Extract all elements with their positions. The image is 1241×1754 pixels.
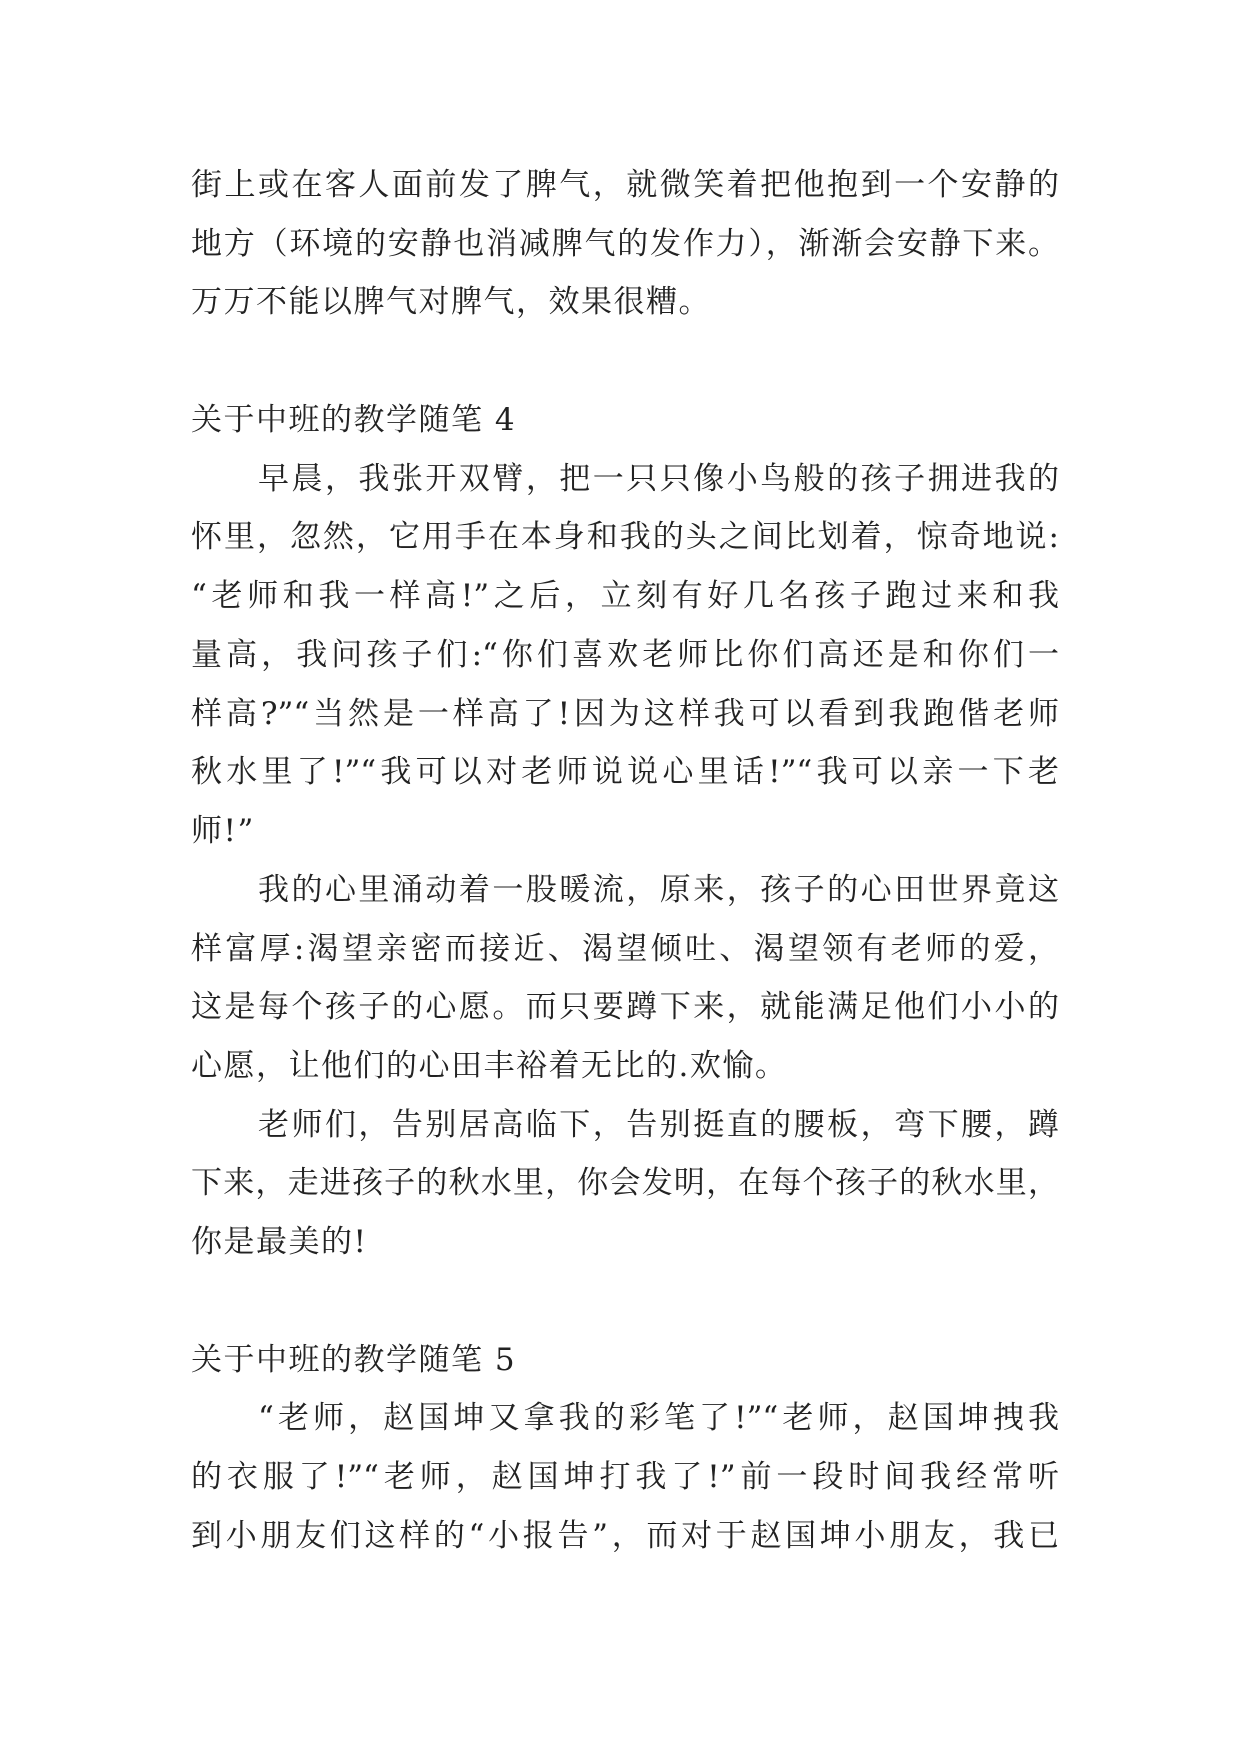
paragraph-line: 量高，我问孩子们:“你们喜欢老师比你们高还是和你们一 (191, 636, 1059, 673)
paragraph-line: 样高?”“当然是一样高了!因为这样我可以看到我跑偕老师 (191, 695, 1059, 732)
paragraph (191, 861, 1059, 1096)
paragraph-line: 下来，走进孩子的秋水里，你会发明，在每个孩子的秋水里， (191, 1165, 1059, 1202)
paragraph-line: 到小朋友们这样的“小报告”，而对于赵国坤小朋友，我已 (191, 1517, 1059, 1554)
paragraph-line: 街上或在客人面前发了脾气，就微笑着把他抱到一个安静的 (191, 167, 1059, 203)
paragraph-line: “老师和我一样高!”之后，立刻有好几名孩子跑过来和我 (191, 578, 1059, 615)
paragraph (191, 1096, 1059, 1272)
paragraph-line: 秋水里了!”“我可以对老师说说心里话!”“我可以亲一下老 (191, 754, 1059, 791)
paragraph-line: “老师，赵国坤又拿我的彩笔了!”“老师，赵国坤拽我 (258, 1400, 1059, 1437)
paragraph (191, 1389, 1059, 1565)
paragraph-line: 老师们，告别居高临下，告别挺直的腰板，弯下腰，蹲 (258, 1106, 1059, 1143)
paragraph-line: 怀里，忽然，它用手在本身和我的头之间比划着，惊奇地说: (191, 519, 1059, 556)
paragraph-line: 万万不能以脾气对脾气，效果很糟。 (191, 284, 711, 321)
blank-line (191, 1272, 1059, 1331)
paragraph-line: 早晨，我张开双臂，把一只只像小鸟般的孩子拥进我的 (258, 460, 1059, 497)
section-5 (191, 1331, 1059, 1566)
document-page (191, 156, 1059, 1566)
section-heading: 关于中班的教学随笔 5 (191, 1341, 517, 1378)
paragraph-line: 的衣服了!”“老师，赵国坤打我了!”前一段时间我经常听 (191, 1459, 1059, 1496)
paragraph-line: 样富厚:渴望亲密而接近、渴望倾吐、渴望领有老师的爱， (191, 930, 1059, 967)
paragraph-line: 我的心里涌动着一股暖流，原来，孩子的心田世界竟这 (258, 871, 1059, 908)
paragraph-line: 这是每个孩子的心愿。而只要蹲下来，就能满足他们小小的 (191, 989, 1059, 1026)
paragraph-line: 心愿，让他们的心田丰裕着无比的.欢愉。 (191, 1048, 788, 1085)
continued-paragraph (191, 156, 1059, 332)
paragraph-line: 师!” (191, 813, 255, 850)
paragraph-line: 地方（环境的安静也消减脾气的发作力），渐渐会安静下来。 (191, 225, 1059, 262)
section-4 (191, 391, 1059, 1272)
blank-line (191, 332, 1059, 391)
section-heading: 关于中班的教学随笔 4 (191, 401, 517, 438)
paragraph-line: 你是最美的! (191, 1224, 368, 1261)
paragraph (191, 450, 1059, 861)
